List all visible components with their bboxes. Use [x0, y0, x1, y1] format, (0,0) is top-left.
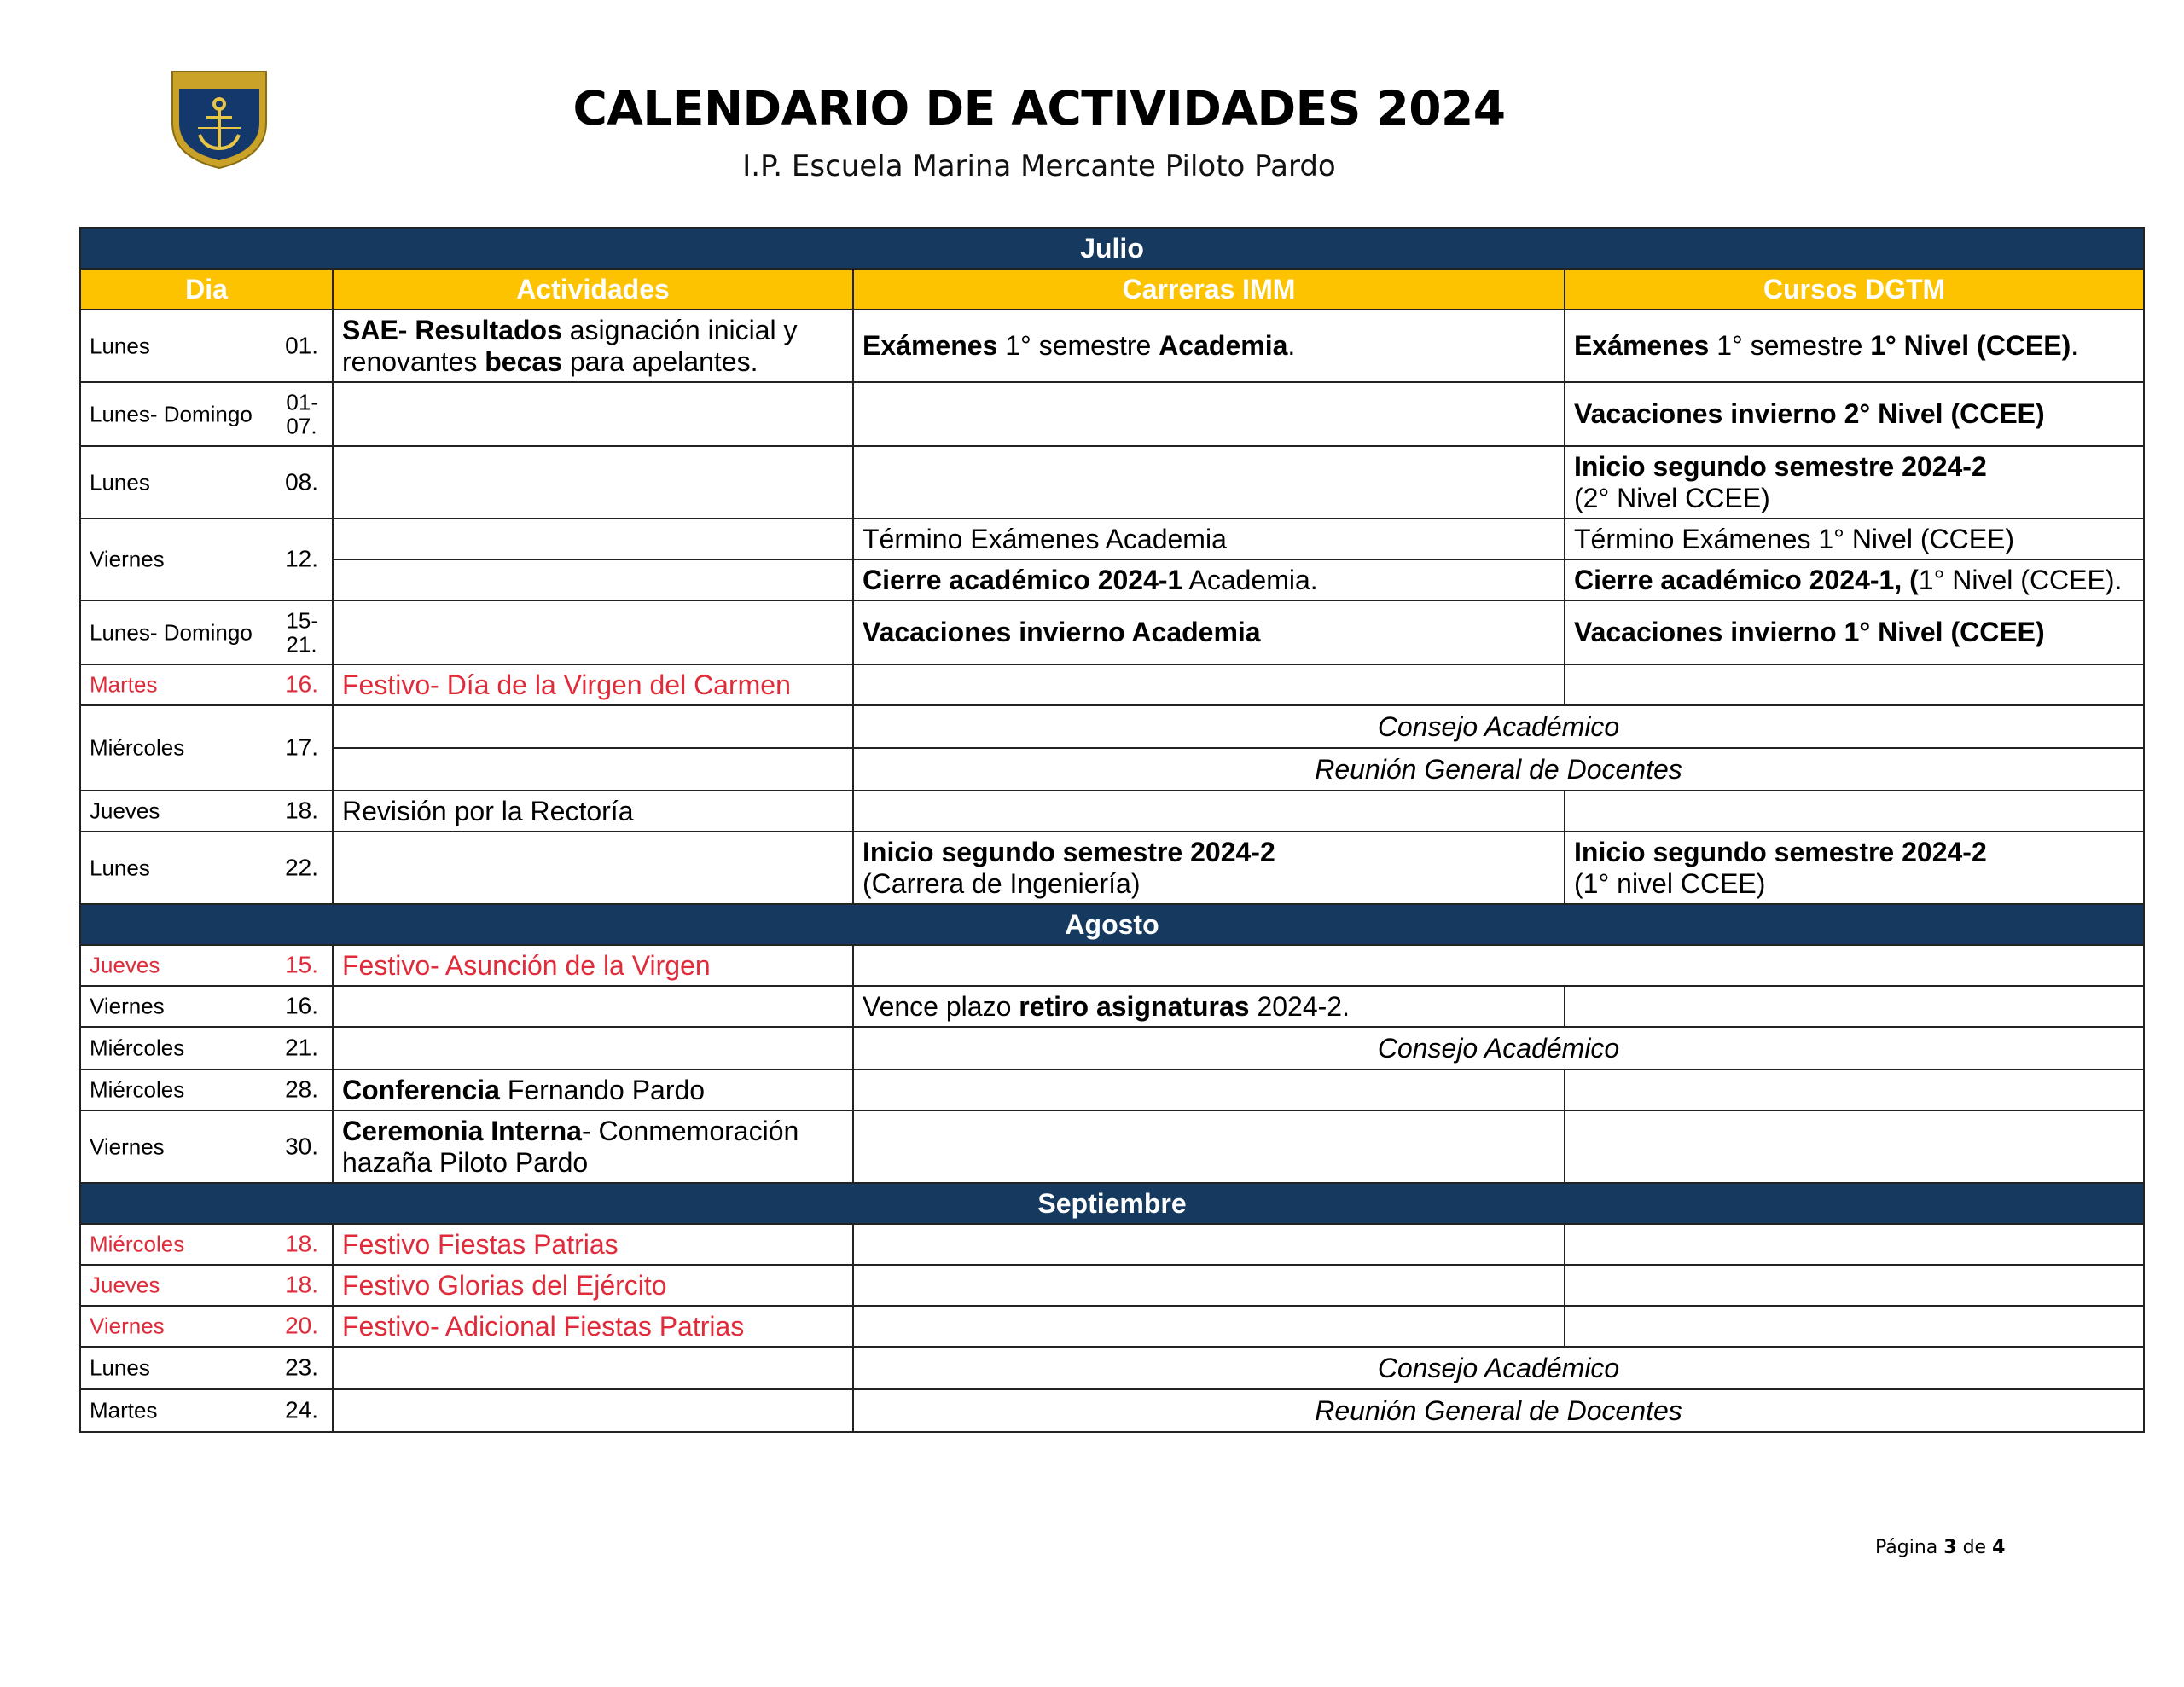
date: 20.: [285, 1312, 318, 1339]
date: 28.: [285, 1075, 318, 1103]
carreras-cell: Término Exámenes Academia: [853, 519, 1565, 559]
date: 01.: [285, 332, 318, 359]
cursos-cell: [1565, 791, 2144, 832]
actividades-cell: Conferencia Fernando Pardo: [333, 1070, 853, 1110]
col-header-actividades: Actividades: [333, 269, 853, 310]
actividades-cell: Revisión por la Rectoría: [333, 791, 853, 832]
date: 24.: [285, 1396, 318, 1423]
weekday: Lunes- Domingo: [90, 619, 253, 645]
day-cell: [80, 1224, 333, 1265]
day-cell: [80, 446, 333, 519]
weekday: Jueves: [90, 797, 160, 824]
table-row: [80, 705, 2144, 748]
day-cell: [80, 986, 333, 1027]
actividades-cell: Festivo Fiestas Patrias: [333, 1224, 853, 1265]
actividades-cell: Ceremonia Interna- Conmemoración hazaña Piloto Pardo: [333, 1110, 853, 1183]
cursos-cell: [1565, 1265, 2144, 1306]
shared-cell: Reunión General de Docentes: [853, 748, 2144, 791]
day-cell: [80, 791, 333, 832]
col-header-dia: Dia: [80, 269, 333, 310]
shared-cell: Reunión General de Docentes: [853, 1389, 2144, 1432]
actividades-cell: [333, 559, 853, 600]
cursos-cell: [1565, 986, 2144, 1027]
carreras-cell: [853, 446, 1565, 519]
carreras-cell: [853, 1265, 1565, 1306]
table-row: [80, 310, 2144, 382]
actividades-cell: Festivo- Día de la Virgen del Carmen: [333, 664, 853, 705]
weekday: Miércoles: [90, 1035, 185, 1061]
table-row: [80, 986, 2144, 1027]
weekday: Lunes- Domingo: [90, 401, 253, 426]
actividades-cell: Festivo- Asunción de la Virgen: [333, 945, 853, 986]
date: 18.: [285, 1271, 318, 1298]
cursos-cell: Inicio segundo semestre 2024-2 (2° Nivel CCEE): [1565, 446, 2144, 519]
table-row: [80, 1347, 2144, 1389]
day-cell: [80, 1389, 333, 1432]
date-range: 15- 21.: [286, 606, 318, 658]
day-cell: [80, 705, 333, 791]
carreras-cell: Vacaciones invierno Academia: [853, 600, 1565, 664]
month-header-julio: Julio: [80, 228, 2144, 269]
weekday: Viernes: [90, 993, 165, 1019]
shared-cell: Consejo Académico: [853, 1347, 2144, 1389]
actividades-cell: [333, 986, 853, 1027]
table-row: [80, 1070, 2144, 1110]
weekday: Viernes: [90, 546, 165, 572]
weekday: Miércoles: [90, 734, 185, 761]
month-header-agosto: Agosto: [80, 904, 2144, 945]
page-title: CALENDARIO DE ACTIVIDADES 2024: [572, 81, 1506, 136]
day-cell: [80, 1265, 333, 1306]
cursos-cell: Exámenes 1° semestre 1° Nivel (CCEE).: [1565, 310, 2144, 382]
weekday: Miércoles: [90, 1076, 185, 1103]
day-cell: [80, 1070, 333, 1110]
cursos-cell: [1565, 1070, 2144, 1110]
actividades-cell: SAE- Resultados asignación inicial y renovantes becas para apelantes.: [333, 310, 853, 382]
carreras-cell: [853, 382, 1565, 446]
date: 12.: [285, 545, 318, 572]
actividades-cell: [333, 600, 853, 664]
day-cell: [80, 945, 333, 986]
date: 18.: [285, 797, 318, 824]
column-header-row: [80, 269, 2144, 310]
actividades-cell: [333, 705, 853, 748]
cursos-cell: Vacaciones invierno 1° Nivel (CCEE): [1565, 600, 2144, 664]
shared-cell: Consejo Académico: [853, 1027, 2144, 1070]
date: 22.: [285, 854, 318, 881]
weekday: Jueves: [90, 1272, 160, 1298]
actividades-cell: Festivo- Adicional Fiestas Patrias: [333, 1306, 853, 1347]
date: 16.: [285, 670, 318, 698]
weekday: Martes: [90, 671, 158, 698]
date-range: 01- 07.: [286, 388, 318, 439]
cursos-cell: [1565, 1224, 2144, 1265]
carreras-cell: Inicio segundo semestre 2024-2 (Carrera de Ingeniería): [853, 832, 1565, 904]
carreras-cell: [853, 1224, 1565, 1265]
actividades-cell: [333, 1347, 853, 1389]
table-row-holiday: [80, 1306, 2144, 1347]
actividades-cell: [333, 382, 853, 446]
date: 23.: [285, 1354, 318, 1381]
month-header-septiembre: Septiembre: [80, 1183, 2144, 1224]
weekday: Martes: [90, 1397, 158, 1423]
table-row-holiday: [80, 664, 2144, 705]
actividades-cell: [333, 519, 853, 559]
actividades-cell: [333, 446, 853, 519]
table-row: [80, 1027, 2144, 1070]
weekday: Lunes: [90, 333, 150, 358]
page-number: Página 3 de 4: [1875, 1537, 2006, 1558]
col-header-carreras: Carreras IMM: [853, 269, 1565, 310]
col-header-cursos: Cursos DGTM: [1565, 269, 2144, 310]
day-cell: [80, 832, 333, 904]
cursos-cell: Término Exámenes 1° Nivel (CCEE): [1565, 519, 2144, 559]
date: 21.: [285, 1034, 318, 1061]
table-row: [80, 1389, 2144, 1432]
carreras-cell: [853, 1110, 1565, 1183]
weekday: Viernes: [90, 1133, 165, 1159]
carreras-cell: [853, 664, 1565, 705]
shared-cell: [853, 945, 2144, 986]
table-row: [80, 748, 2144, 791]
activities-calendar-table: [79, 227, 2145, 1433]
table-row: [80, 559, 2144, 600]
date: 08.: [285, 468, 318, 496]
table-row-holiday: [80, 1265, 2144, 1306]
date: 17.: [285, 733, 318, 761]
actividades-cell: [333, 1389, 853, 1432]
table-row: [80, 382, 2144, 446]
cursos-cell: Vacaciones invierno 2° Nivel (CCEE): [1565, 382, 2144, 446]
cursos-cell: Inicio segundo semestre 2024-2 (1° nivel CCEE): [1565, 832, 2144, 904]
table-row-holiday: [80, 945, 2144, 986]
table-row: [80, 446, 2144, 519]
weekday: Lunes: [90, 1354, 150, 1381]
day-cell: [80, 600, 333, 664]
date: 30.: [285, 1133, 318, 1160]
carreras-cell: [853, 791, 1565, 832]
table-row: [80, 519, 2144, 559]
table-row: [80, 600, 2144, 664]
day-cell: [80, 382, 333, 446]
day-cell: [80, 1347, 333, 1389]
day-cell: [80, 1027, 333, 1070]
cursos-cell: Cierre académico 2024-1, (1° Nivel (CCEE).: [1565, 559, 2144, 600]
date: 18.: [285, 1230, 318, 1257]
cursos-cell: [1565, 664, 2144, 705]
weekday: Lunes: [90, 469, 150, 495]
weekday: Lunes: [90, 855, 150, 880]
actividades-cell: [333, 832, 853, 904]
day-cell: [80, 519, 333, 600]
actividades-cell: [333, 748, 853, 791]
table-row-holiday: [80, 1224, 2144, 1265]
carreras-cell: [853, 1306, 1565, 1347]
actividades-cell: [333, 1027, 853, 1070]
date: 15.: [285, 951, 318, 978]
cursos-cell: [1565, 1110, 2144, 1183]
carreras-cell: Vence plazo retiro asignaturas 2024-2.: [853, 986, 1565, 1027]
date: 16.: [285, 992, 318, 1019]
carreras-cell: Cierre académico 2024-1 Academia.: [853, 559, 1565, 600]
day-cell: [80, 1306, 333, 1347]
carreras-cell: [853, 1070, 1565, 1110]
shared-cell: Consejo Académico: [853, 705, 2144, 748]
page-subtitle: I.P. Escuela Marina Mercante Piloto Pardo: [742, 149, 1336, 183]
day-cell: [80, 310, 333, 382]
cursos-cell: [1565, 1306, 2144, 1347]
table-row: [80, 832, 2144, 904]
weekday: Viernes: [90, 1313, 165, 1339]
carreras-cell: Exámenes 1° semestre Academia.: [853, 310, 1565, 382]
actividades-cell: Festivo Glorias del Ejército: [333, 1265, 853, 1306]
day-cell: [80, 1110, 333, 1183]
table-row: [80, 791, 2144, 832]
weekday: Jueves: [90, 952, 160, 978]
table-row: [80, 1110, 2144, 1183]
day-cell: [80, 664, 333, 705]
weekday: Miércoles: [90, 1231, 185, 1257]
